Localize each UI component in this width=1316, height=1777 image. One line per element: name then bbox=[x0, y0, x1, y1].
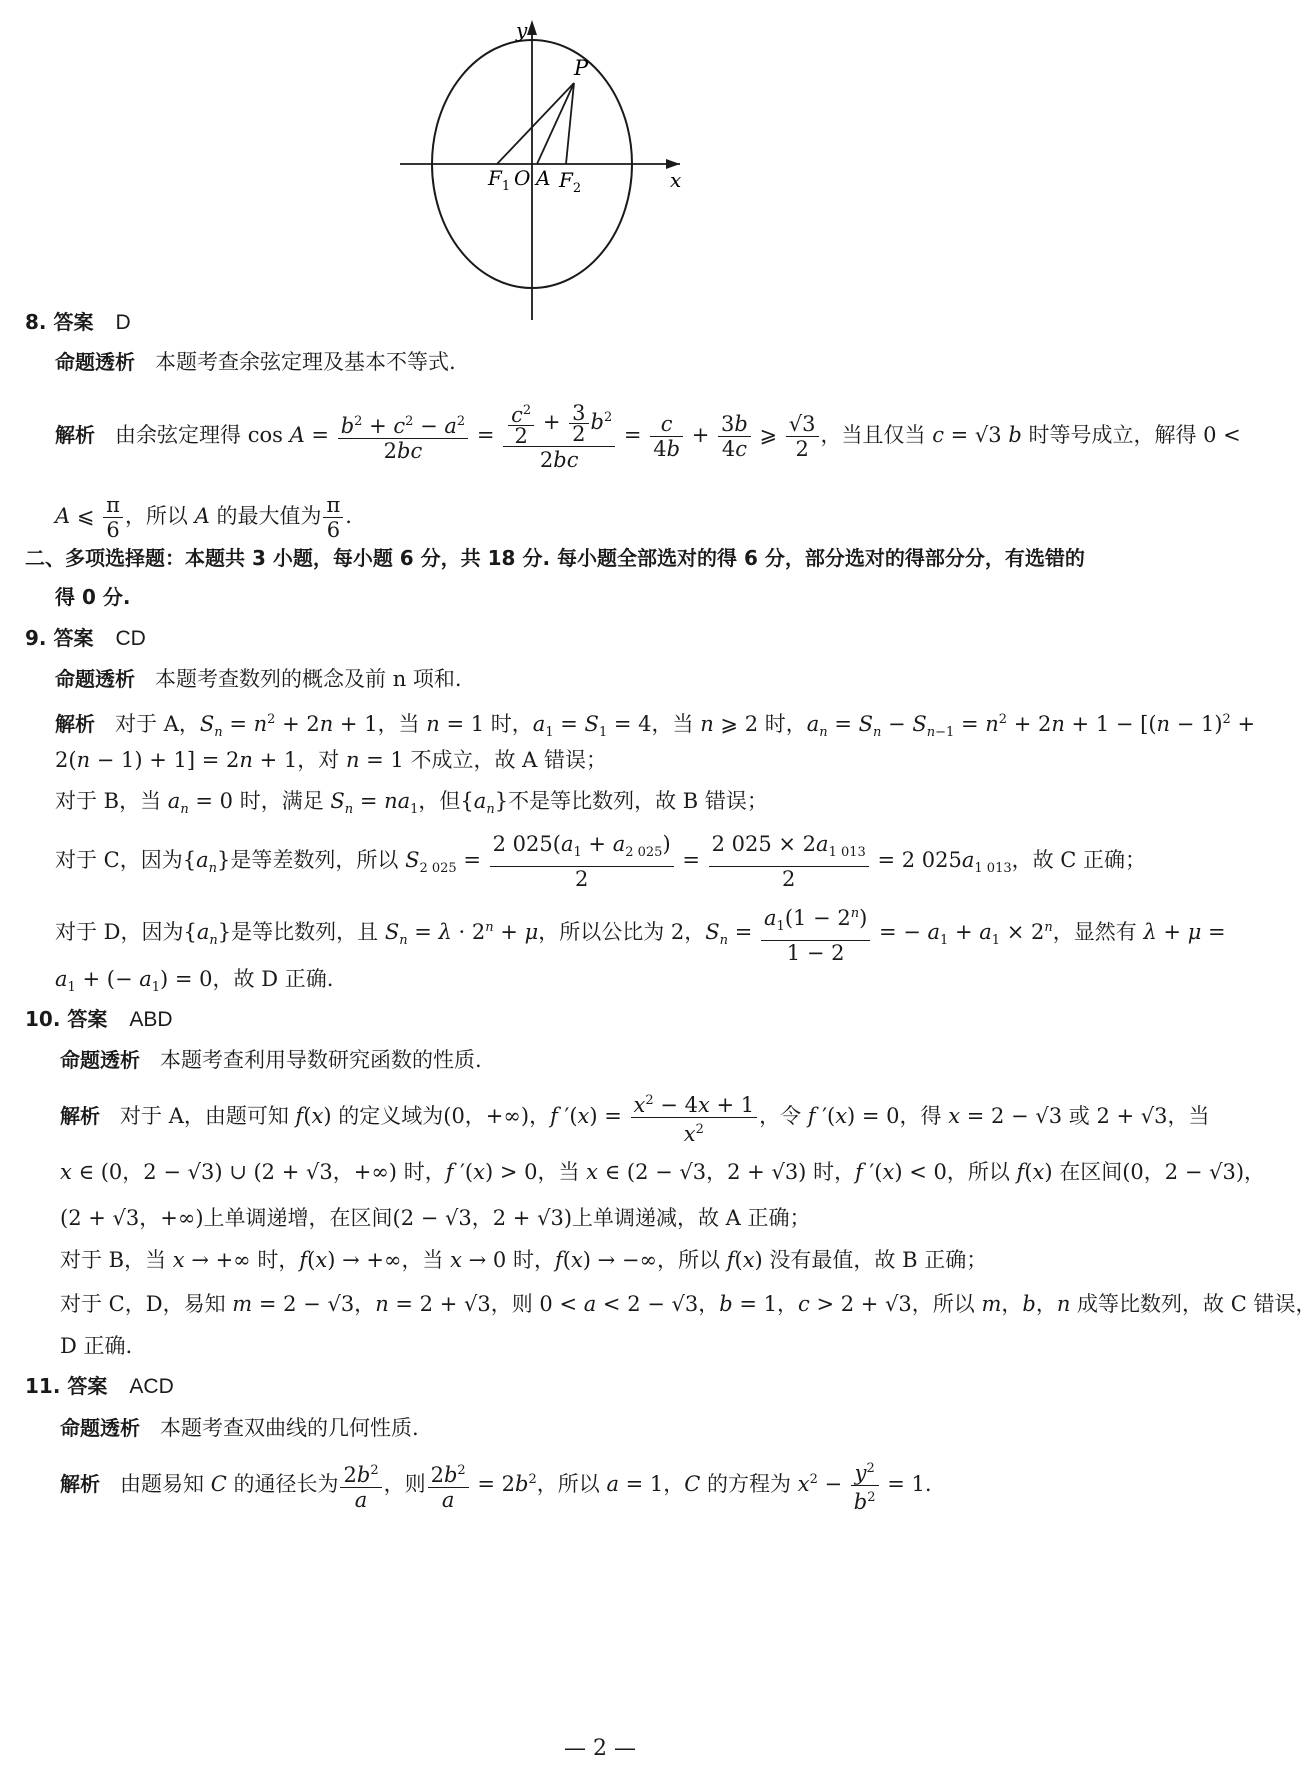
q10-text: ，所以 bbox=[657, 1248, 727, 1272]
q10-analysis-label: 命题透析 bbox=[60, 1048, 140, 1072]
ellipse-figure bbox=[440, 15, 780, 335]
q10-text: 时， bbox=[397, 1160, 446, 1184]
q10-text: 对于 A，由题可知 bbox=[120, 1104, 296, 1128]
q11-frac-2: $\frac{2b^2}{a}$ bbox=[428, 1459, 469, 1512]
q11-jiexi-label: 解析 bbox=[60, 1472, 100, 1496]
q10-text: 在区间(0，2 − √3)， bbox=[1052, 1160, 1266, 1184]
q10-solution-c: 对于 C，D，易知 m = 2 − √3，n = 2 + √3，则 0 < a < 2 − √3，b = 1，c > 2 + √3，所以 m，b，n 成等比数列，故 C 错误， bbox=[60, 1292, 1316, 1316]
q10-text: ，所以 bbox=[911, 1292, 982, 1316]
q9-analysis-label: 命题透析 bbox=[55, 667, 135, 691]
q11-text: 的方程为 bbox=[700, 1472, 798, 1496]
q8-solution-line1: 解析 由余弦定理得 cos A = $\frac{b^2 + c^2 - a^2}{2bc}$ = $\frac{c^2}{2}$ + $\frac{3}{2}$ $b^2$ 2bc = $\frac{c}{4b}$ + $\frac{3b}{4c}$ ⩾ $\frac{√3}{2}$ ，当且仅当 c = √3 b 时等号成立，解得 0 < bbox=[55, 400, 1241, 472]
q9-solution-d1: 对于 D，因为$\{a_n\}$是等比数列，且 $S_n = \lambda \cdot 2^n + \mu$，所以公比为 2，$S_n$ = $\frac{a_1(1 - 2^n)}{1 - 2}$ = − $a_1 + a_1 \times 2^n$，显然有 λ + μ = bbox=[0, 893, 1255, 976]
y-axis-arrow bbox=[527, 20, 537, 35]
q9-text: 时， bbox=[484, 712, 533, 736]
q9-analysis-line bbox=[0, 664, 1255, 694]
section2-heading bbox=[0, 543, 1225, 573]
q8-analysis-line bbox=[0, 347, 1255, 377]
q10-text: 时， bbox=[506, 1248, 555, 1272]
q9-solution-d2: $a_1$ + (− $a_1) = 0$，故 D 正确. bbox=[55, 967, 334, 996]
q9-text: 对于 A， bbox=[115, 712, 200, 736]
q9-frac-a1013: $\frac{2 025 \times 2a_{1 013}}{2}$ bbox=[709, 832, 869, 890]
q10-frac-deriv: $\frac{x^2 - 4x + 1}{x^2}$ bbox=[631, 1089, 758, 1146]
q8-answer: D bbox=[115, 311, 131, 334]
q8-text: ，当且仅当 bbox=[820, 423, 933, 447]
q10-text: 的定义域为(0，+∞)， bbox=[331, 1104, 551, 1128]
q11-solution: 解析 由题易知 C 的通径长为 $\frac{2b^2}{a}$ ，则 $\frac{2b^2}{a}$ = $2b^2$，所以 a = 1，C 的方程为 $x^2$ − $\frac{y^2}{b^2}$ = 1. bbox=[0, 1448, 1260, 1516]
q9-number: 9. 答案 bbox=[25, 626, 94, 650]
q8-text: 由余弦定理得 cos bbox=[115, 423, 290, 447]
q8-text: 时等号成立，解得 0 < bbox=[1021, 423, 1241, 447]
q9-text: 对于 D，因为{ bbox=[55, 920, 197, 944]
q10-text: ，所以 bbox=[946, 1160, 1017, 1184]
q11-frac-1: $\frac{2b^2}{a}$ bbox=[340, 1459, 381, 1512]
q11-analysis-line bbox=[0, 1413, 1260, 1443]
q11-text: ，则 bbox=[383, 1472, 426, 1496]
q9-text: 不成立，故 A 错误； bbox=[403, 748, 607, 772]
q9-text: ，对 bbox=[297, 748, 346, 772]
segment-PF2 bbox=[566, 83, 574, 164]
q8-frac-c4b: $\frac{c}{4b}$ bbox=[650, 412, 683, 461]
q10-text: D 正确. bbox=[60, 1334, 133, 1358]
q10-solution-a3 bbox=[0, 1203, 1260, 1233]
label-O: O bbox=[514, 166, 531, 190]
q9-solution-a2: 2(n − 1) + 1] = 2n + 1，对 n = 1 不成立，故 A 错误； bbox=[55, 748, 607, 772]
q9-text: 时， bbox=[758, 712, 807, 736]
q11-answer-line bbox=[0, 1371, 1225, 1402]
q11-text: 由题易知 bbox=[120, 1472, 211, 1496]
label-F1: $F_1$ bbox=[488, 166, 511, 194]
q10-text: 对于 C，D，易知 bbox=[60, 1292, 233, 1316]
q10-text: 时， bbox=[806, 1160, 856, 1184]
q10-jiexi-label: 解析 bbox=[60, 1104, 100, 1128]
q10-text: ，令 bbox=[759, 1104, 808, 1128]
section2-heading-cont bbox=[0, 582, 1255, 612]
segment-PA bbox=[537, 83, 574, 164]
q10-text: 或 bbox=[1062, 1104, 1097, 1128]
q10-solution-c2 bbox=[0, 1331, 1260, 1361]
q10-analysis: 本题考查利用导数研究函数的性质. bbox=[160, 1048, 482, 1072]
q10-text: 没有最值，故 B 正确； bbox=[762, 1248, 988, 1272]
q11-text: ，所以 bbox=[536, 1472, 607, 1496]
q8-answer-line bbox=[0, 307, 1225, 338]
q9-text: }不是等比数列，故 B 错误； bbox=[494, 789, 768, 813]
q8-frac-cos: $\frac{b^2 + c^2 - a^2}{2bc}$ bbox=[338, 410, 469, 463]
q10-text: 对于 B，当 bbox=[60, 1248, 173, 1272]
section2-line1: 二、多项选择题：本题共 3 小题，每小题 6 分，共 18 分. 每小题全部选对的得 6 分，部分选对的得部分分，有选错的 bbox=[25, 546, 1085, 570]
q9-text: ，当 bbox=[377, 712, 427, 736]
q10-text: 成等比数列，故 C 错误， bbox=[1070, 1292, 1316, 1316]
q9-text: }是等差数列，所以 bbox=[217, 848, 406, 872]
q9-text: ，显然有 bbox=[1052, 920, 1144, 944]
q8-frac-pi6: $\frac{\pi}{6}$ bbox=[103, 493, 123, 542]
q9-text: ，故 D 正确. bbox=[212, 967, 334, 991]
q10-number: 10. 答案 bbox=[25, 1007, 108, 1031]
q9-text: 对于 B，当 bbox=[55, 789, 168, 813]
q9-answer-line bbox=[0, 623, 1225, 654]
q8-analysis: 本题考查余弦定理及基本不等式. bbox=[155, 350, 456, 374]
q11-frac-3: $\frac{y^2}{b^2}$ bbox=[851, 1457, 879, 1514]
q11-number: 11. 答案 bbox=[25, 1374, 108, 1398]
q10-text: (2 + √3，+∞)上单调递增，在区间(2 − √3，2 + √3)上单调递减，故 A 正确； bbox=[60, 1206, 811, 1230]
q10-text: ，当 bbox=[537, 1160, 587, 1184]
q9-text: }是等比数列，且 bbox=[217, 920, 385, 944]
q9-analysis: 本题考查数列的概念及前 n 项和. bbox=[155, 667, 462, 691]
q8-frac-sqrt3: $\frac{√3}{2}$ bbox=[786, 412, 819, 461]
q9-answer: CD bbox=[115, 627, 146, 650]
q10-solution-a1: 解析 对于 A，由题可知 f(x) 的定义域为(0，+∞)，f ′(x) = $\frac{x^2 - 4x + 1}{x^2}$ ，令 f ′(x) = 0，得 x = 2 − √3 或 2 + √3，当 bbox=[0, 1084, 1260, 1148]
q10-answer-line bbox=[0, 1004, 1225, 1035]
q8-text: 的最大值为 bbox=[209, 504, 322, 528]
q9-jiexi-label: 解析 bbox=[55, 712, 95, 736]
q10-solution-b: 对于 B，当 x → +∞ 时，f(x) → +∞，当 x → 0 时，f(x) → −∞，所以 f(x) 没有最值，故 B 正确； bbox=[60, 1248, 988, 1272]
q11-analysis: 本题考查双曲线的几何性质. bbox=[160, 1416, 419, 1440]
q11-answer: ACD bbox=[129, 1375, 174, 1398]
q9-text: ，所以公比为 2， bbox=[538, 920, 706, 944]
q10-text: 时， bbox=[250, 1248, 300, 1272]
q9-text: 对于 C，因为{ bbox=[55, 848, 197, 872]
q10-answer: ABD bbox=[129, 1008, 173, 1031]
q9-solution-b: 对于 B，当 $a_n = 0$ 时，满足 $S_n = na_1$，但$\{a_n\}$不是等比数列，故 B 错误； bbox=[55, 789, 768, 818]
q8-text: ，所以 bbox=[124, 504, 195, 528]
q8-frac-pi6b: $\frac{\pi}{6}$ bbox=[323, 493, 343, 542]
q9-solution-a1: 解析 对于 A，$S_n = n^2 + 2n + 1$，当 n = 1 时，$a_1 = S_1 = 4$，当 n ⩾ 2 时，$a_n = S_n - S_{n-1} = n^2 + 2n + 1 - [(n - 1)^2$ + bbox=[55, 712, 1256, 741]
q9-text: ，当 bbox=[651, 712, 701, 736]
label-F2: $F_2$ bbox=[559, 168, 582, 196]
q9-text: ，但{ bbox=[418, 789, 474, 813]
q11-analysis-label: 命题透析 bbox=[60, 1416, 140, 1440]
q8-frac-3b4c: $\frac{3b}{4c}$ bbox=[718, 412, 751, 461]
q10-text: ，则 bbox=[490, 1292, 540, 1316]
page-number: — 2 — bbox=[564, 1736, 636, 1761]
q10-solution-a2: x ∈ (0，2 − √3) ∪ (2 + √3，+∞) 时，f ′(x) > 0，当 x ∈ (2 − √3，2 + √3) 时，f ′(x) < 0，所以 f(x) 在区间(0，2 − √3)， bbox=[60, 1160, 1266, 1184]
q11-text: 的通径长为 bbox=[226, 1472, 339, 1496]
q9-frac-geo: $\frac{a_1(1 - 2^n)}{1 - 2}$ bbox=[761, 902, 870, 964]
q10-text: ，当 bbox=[1167, 1104, 1210, 1128]
label-y: y bbox=[516, 18, 528, 42]
label-A: A bbox=[536, 166, 551, 190]
q9-frac-s2025: $\frac{2 025(a_1 + a_{2 025})}{2}$ bbox=[490, 832, 674, 890]
q11-text: ， bbox=[663, 1472, 685, 1496]
segment-PF1 bbox=[497, 83, 574, 164]
q8-solution-line2: A ⩽ $\frac{\pi}{6}$ ，所以 A 的最大值为 $\frac{\pi}{6}$ . bbox=[55, 493, 352, 542]
q10-text: ，当 bbox=[401, 1248, 451, 1272]
q8-analysis-label: 命题透析 bbox=[55, 350, 135, 374]
label-P: P bbox=[574, 56, 589, 80]
q10-text: ，得 bbox=[899, 1104, 949, 1128]
q9-solution-c: 对于 C，因为$\{a_n\}$是等差数列，所以 $S_{2 025}$ = $\frac{2 025(a_1 + a_{2 025})}{2}$ = $\frac{2 025 \times 2a_{1 013}}{2}$ = 2 $025a_{1 013}$，故 C 正确； bbox=[55, 832, 1147, 891]
label-x: x bbox=[670, 168, 682, 192]
section2-line2: 得 0 分. bbox=[55, 585, 131, 609]
q10-analysis-line bbox=[0, 1045, 1260, 1075]
q8-frac-sub: $\frac{c^2}{2}$ + $\frac{3}{2}$ $b^2$ 2bc bbox=[503, 401, 615, 473]
q9-text: ，故 C 正确； bbox=[1011, 848, 1147, 872]
q9-text: 时，满足 bbox=[233, 789, 331, 813]
q8-number: 8. 答案 bbox=[25, 310, 94, 334]
q8-jiexi-label: 解析 bbox=[55, 423, 95, 447]
